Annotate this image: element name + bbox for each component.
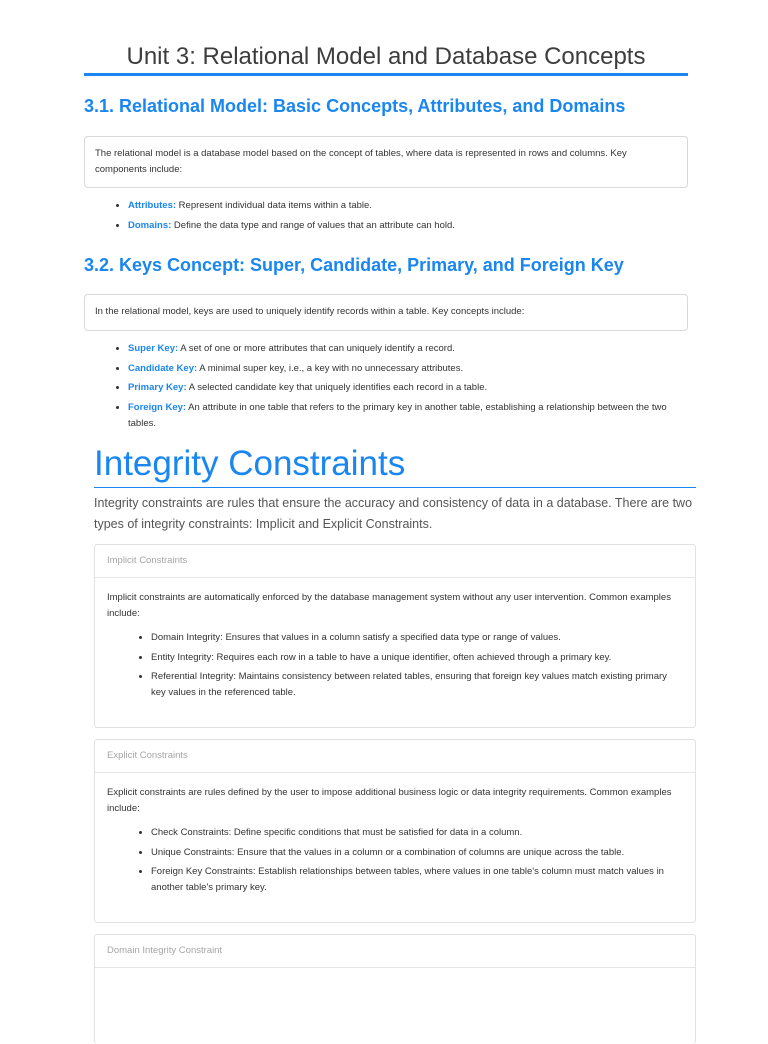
list-item: • Domain Integrity: Ensures that values in a column satisfy a specified data type or range of values. — [151, 630, 683, 646]
term-description: Represent individual data items within a table. — [176, 200, 372, 211]
list-item — [128, 198, 688, 214]
card-description: Explicit constraints are rules defined by the user to impose additional business logic or data integrity requirements. Common examples include: — [107, 787, 672, 814]
section-heading-relational-model: 3.1. Relational Model: Basic Concepts, Attributes, and Domains — [84, 96, 626, 116]
list-item — [128, 341, 688, 357]
list-item: • Unique Constraints: Ensure that the values in a column or a combination of columns are unique across the table. — [151, 845, 683, 861]
implicit-constraints-card — [94, 544, 696, 728]
card-header: Explicit Constraints — [95, 740, 695, 773]
explicit-constraints-list — [107, 825, 683, 896]
term-description: Define the data type and range of values that an attribute can hold. — [171, 219, 455, 231]
list-item — [128, 400, 688, 432]
list-item — [128, 361, 688, 377]
keys-list — [110, 341, 688, 435]
term-description: An attribute in one table that refers to the primary key in another table, establishing a relationship between the two tables. — [128, 401, 667, 429]
term-primary-key: Primary Key: — [128, 382, 187, 393]
card-header: Domain Integrity Constraint — [95, 935, 695, 968]
term-description: A selected candidate key that uniquely identifies each record in a table. — [186, 382, 488, 393]
term-domains: Domains: — [128, 219, 172, 231]
integrity-constraints-intro: Integrity constraints are rules that ensure the accuracy and consistency of data in a database. There are two types of integrity constraints: Implicit and Explicit Constraints. — [94, 496, 693, 531]
relational-model-components-list — [110, 198, 688, 237]
list-item: • Check Constraints: Define specific conditions that must be satisfied for data in a column. — [151, 825, 683, 841]
term-description: A set of one or more attributes that can uniquely identify a record. — [178, 343, 455, 354]
term-super-key: Super Key: — [128, 343, 179, 354]
list-item — [128, 380, 688, 396]
list-item: • Referential Integrity: Maintains consistency between related tables, ensuring that foreign key values match existing primary key values in the referenced table. — [151, 669, 683, 701]
list-item: • Entity Integrity: Requires each row in a table to have a unique identifier, often achieved through a primary key. — [151, 650, 683, 666]
integrity-constraints-heading: Integrity Constraints — [94, 442, 696, 488]
implicit-constraints-list — [107, 630, 683, 701]
relational-model-intro-box: The relational model is a database model based on the concept of tables, where data is represented in rows and columns. Key components include: — [84, 136, 688, 188]
term-attributes: Attributes: — [128, 200, 177, 211]
card-header: Implicit Constraints — [95, 545, 695, 578]
card-description: Implicit constraints are automatically enforced by the database management system without any user intervention. Common examples include: — [107, 592, 671, 619]
term-candidate-key: Candidate Key: — [128, 362, 198, 374]
keys-concept-intro-box: In the relational model, keys are used to uniquely identify records within a table. Key concepts include: — [84, 294, 688, 331]
term-foreign-key: Foreign Key: — [128, 401, 187, 413]
page-title: Unit 3: Relational Model and Database Concepts — [84, 40, 688, 76]
list-item — [128, 218, 688, 234]
list-item: • Foreign Key Constraints: Establish relationships between tables, where values in one table's column must match values in another table's primary key. — [151, 864, 683, 896]
section-heading-keys-concept: 3.2. Keys Concept: Super, Candidate, Primary, and Foreign Key — [84, 255, 624, 275]
term-description: A minimal super key, i.e., a key with no unnecessary attributes. — [197, 362, 464, 374]
domain-integrity-constraint-card — [94, 934, 696, 1044]
card-body — [95, 773, 695, 910]
explicit-constraints-card — [94, 739, 696, 923]
card-body — [95, 578, 695, 715]
